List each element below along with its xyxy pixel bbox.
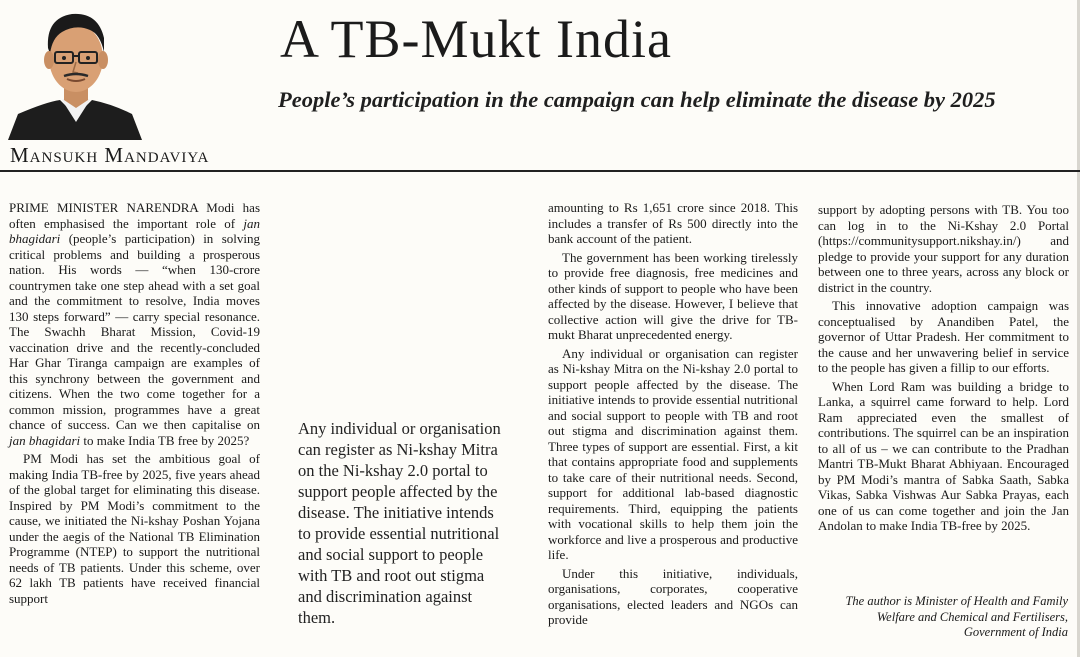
article-column-3 xyxy=(548,200,798,631)
article-column-4 xyxy=(818,202,1069,537)
paragraph: The government has been working tirelessly to provide free diagnosis, free medicines and other kinds of support to people who have been affected by the disease. However, I believe that collective action will give the drive for TB-mukt Bharat unprecedented energy. xyxy=(548,249,798,342)
paragraph: amounting to Rs 1,651 crore since 2018. This includes a transfer of Rs 500 directly into the bank account of the patient. xyxy=(548,200,798,246)
paragraph: Any individual or organisation can register as Ni-kshay Mitra on the Ni-kshay 2.0 portal to support people affected by the disease. The initiative intends to provide essential nutritional and social support to people with TB and root out stigma and discrimination against them. Three types of support are essential. First, a kit that contains appropriate food and supplements to take care of their nutritional needs. Second, support for additional lab-based diagnostic requirements. Third, equipping the patients with vocational skills to help them join the workforce and live a prosperous and productive life. xyxy=(548,345,798,562)
headline: A TB-Mukt India xyxy=(280,9,672,69)
author-byline: Mansukh Mandaviya xyxy=(10,143,210,167)
subheadline: People’s participation in the campaign can help eliminate the disease by 2025 xyxy=(278,87,996,112)
lead-in-text: PRIME MINISTER NARENDRA xyxy=(9,200,199,215)
paragraph: When Lord Ram was building a bridge to Lanka, a squirrel came forward to help. Lord Ram appreciated even the smallest of contributions. The squirrel can be an inspiration to all of us – we can contribute to the Pradhan Mantri TB-Mukt Bharat Abhiyaan. Encouraged by PM Modi’s mantra of Sabka Saath, Sabka Vikas, Sabka Vishwas Aur Sabka Prayas, each one of us can come together and join the Jan Andolan to make India TB-free by 2025. xyxy=(818,378,1069,533)
article-column-1 xyxy=(9,200,260,609)
author-portrait-icon xyxy=(6,4,144,140)
author-credit: The author is Minister of Health and Family Welfare and Chemical and Fertilisers, Government of India xyxy=(845,594,1068,639)
paragraph: Under this initiative, individuals, organisations, corporates, cooperative organisations, elected leaders and NGOs can provide xyxy=(548,565,798,627)
paragraph: PRIME MINISTER NARENDRA Modi has often emphasised the important role of jan bhagidari (people’s participation) in solving critical problems and building a prosperous nation. His words — “when 130-crore countrymen take one step ahead with a set goal and the commitment to resolve, India moves 130 steps forward” — carry special resonance. The Swachh Bharat Mission, Covid-19 vaccination drive and the recently-concluded Har Ghar Tiranga campaign are examples of this synchrony between the government and citizens. When the two come together for a common mission, programmes have a great chance of success. Can we then capitalise on jan bhagidari to make India TB free by 2025? xyxy=(9,200,260,448)
paragraph: support by adopting persons with TB. You too can log in to the Ni-Kshay 2.0 Portal (https://communitysupport.nikshay.in/) and pledge to provide your support for any duration between one to three years, across any block or district in the country. xyxy=(818,202,1069,295)
header-divider xyxy=(0,170,1080,172)
pull-quote: Any individual or organisation can register as Ni-kshay Mitra on the Ni-kshay 2.0 portal to support people affected by the disease. The initiative intends to provide essential nutritional and social support to people with TB and root out stigma and discrimination against them. xyxy=(298,419,501,627)
paragraph: This innovative adoption campaign was conceptualised by Anandiben Patel, the governor of Uttar Pradesh. Her commitment to the cause and her unwavering belief in service to the people has given a fillip to our efforts. xyxy=(818,298,1069,375)
paragraph: PM Modi has set the ambitious goal of making India TB-free by 2025, five years ahead of the global target for eliminating this disease. Inspired by PM Modi’s commitment to the cause, we initiated the Ni-kshay Poshan Yojana under the aegis of the National TB Elimination Programme (NTEP) to support the nutritional needs of TB patients. Under this scheme, over 62 lakh TB patients have received financial support xyxy=(9,451,260,606)
